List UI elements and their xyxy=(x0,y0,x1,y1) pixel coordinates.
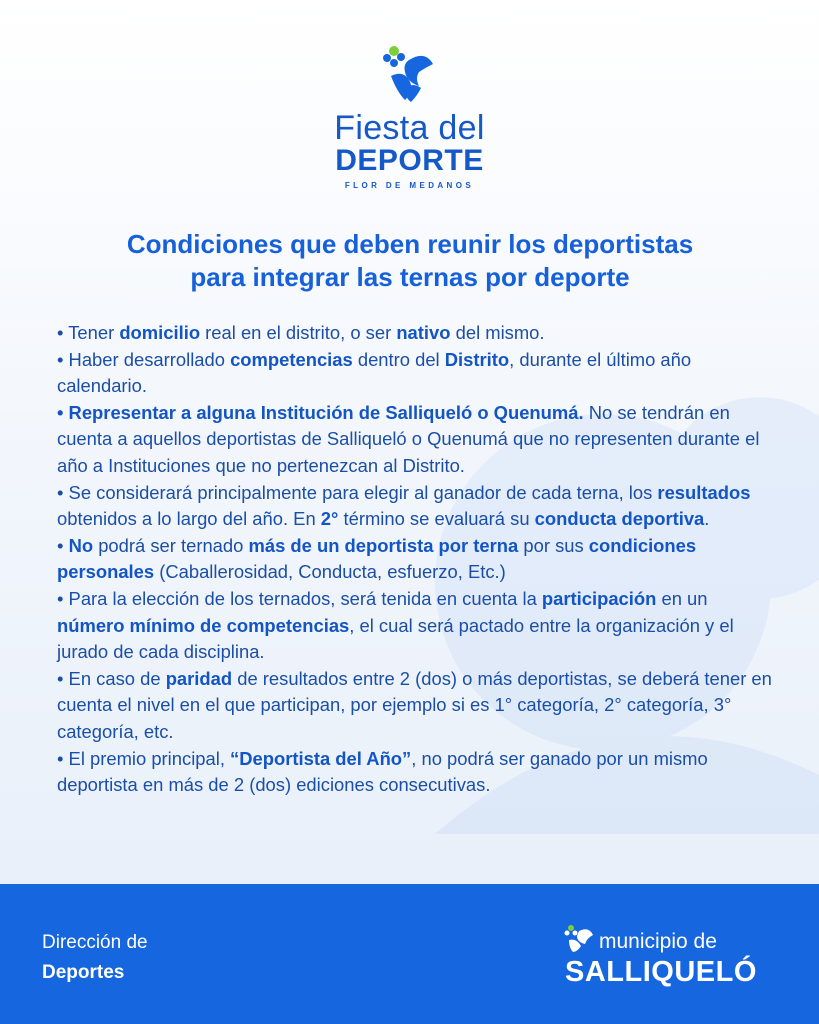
list-item-text: dentro del xyxy=(352,348,445,370)
list-item-text: • xyxy=(57,534,69,556)
list-item-text: No se tendrán en cuenta a aquellos deportistas de Salliqueló o Quenumá que no representen durante el año a Instituciones que no pertenezcan al Distrito. xyxy=(57,401,760,476)
list-item-bold-text: paridad xyxy=(165,667,233,689)
list-item-bold-text: domicilio xyxy=(119,322,201,343)
list-item-bold-text: número mínimo de competencias xyxy=(57,614,350,636)
list-item-text: podrá ser ternado xyxy=(93,534,249,556)
page-title-line-2: para integrar las ternas por deporte xyxy=(190,262,630,292)
footer-department-line-2: Deportes xyxy=(42,962,125,983)
list-item-text: • Para la elección de los ternados, será tenida en cuenta la xyxy=(57,587,542,609)
list-item-bold-text: • Representar a alguna Institución de Salliqueló o Quenumá. xyxy=(57,401,584,423)
page-title xyxy=(60,228,760,294)
list-item-bold-text: resultados xyxy=(657,481,751,503)
list-item-bold-text: condiciones personales xyxy=(57,534,697,583)
list-item-text: de resultados entre 2 (dos) o más deportistas, se deberá tener en cuenta el nivel en el que participan, por ejemplo si es 1° categoría, 2° categoría, 3° categoría, etc. xyxy=(57,667,772,742)
list-item-text: por sus xyxy=(518,534,589,556)
list-item-bold-text: conducta deportiva xyxy=(534,508,705,530)
list-item-bold-text: más de un deportista por terna xyxy=(248,534,519,556)
list-item-text: • Haber desarrollado xyxy=(57,348,231,370)
list-item-bold-text: Distrito xyxy=(444,348,510,370)
list-item xyxy=(57,480,773,533)
list-item-bold-text: nativo xyxy=(396,322,451,343)
list-item-text: • Se considerará principalmente para elegir al ganador de cada terna, los xyxy=(57,481,658,503)
list-item xyxy=(57,533,773,586)
brand-line-1: Fiesta del xyxy=(334,109,485,147)
list-item-text: real en el distrito, o ser xyxy=(200,322,397,343)
brand-line-2: DEPORTE xyxy=(335,144,484,177)
list-item-text: • El premio principal, xyxy=(57,747,231,769)
list-item xyxy=(57,746,773,799)
list-item xyxy=(57,666,773,746)
list-item-bold-text: competencias xyxy=(230,348,353,370)
list-item-bold-text: “Deportista del Año” xyxy=(230,747,412,769)
list-item-text: en un xyxy=(656,587,708,609)
list-item-text: • Tener xyxy=(57,322,120,343)
list-item-text: obtenidos a lo largo del año. En xyxy=(57,508,321,530)
municipality-logo xyxy=(557,918,777,988)
footer-department xyxy=(42,928,148,988)
footer-bar xyxy=(0,884,819,1024)
list-item-text: , no podrá ser ganado por un mismo deportista en más de 2 (dos) ediciones consecutivas. xyxy=(57,747,708,796)
list-item-text: término se evaluará su xyxy=(338,508,535,530)
conditions-list xyxy=(57,320,773,799)
brand-line-3: FLOR DE MEDANOS xyxy=(344,181,475,190)
flower-dune-logo-icon xyxy=(375,42,445,106)
list-item xyxy=(57,347,773,400)
list-item-bold-text: No xyxy=(68,534,94,556)
list-item-text: , el cual será pactado entre la organización y el jurado de cada disciplina. xyxy=(57,614,734,663)
list-item-text: . xyxy=(704,508,710,530)
list-item-text: del mismo. xyxy=(450,322,545,343)
list-item xyxy=(57,400,773,480)
municipality-line-1: municipio de xyxy=(599,930,717,953)
list-item xyxy=(57,320,773,347)
footer-department-line-1: Dirección de xyxy=(42,932,148,953)
brand-logo xyxy=(0,42,819,190)
municipality-line-2: SALLIQUELÓ xyxy=(565,956,757,988)
municipality-emblem-icon xyxy=(563,922,597,956)
page-title-line-1: Condiciones que deben reunir los deportistas xyxy=(126,229,694,259)
list-item-text: (Caballerosidad, Conducta, esfuerzo, Etc.) xyxy=(154,561,506,583)
list-item-text: • En caso de xyxy=(57,667,166,689)
list-item-bold-text: 2° xyxy=(320,508,339,530)
list-item-bold-text: participación xyxy=(541,587,657,609)
list-item-text: , durante el último año calendario. xyxy=(57,348,692,397)
list-item xyxy=(57,586,773,666)
